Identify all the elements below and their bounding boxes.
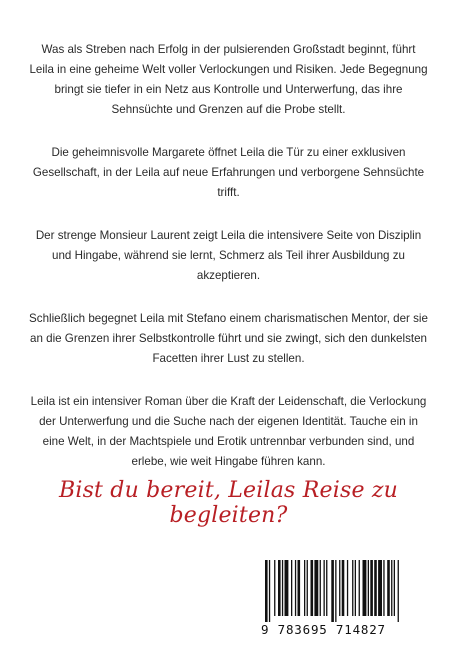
barcode-bar — [391, 560, 392, 616]
barcode-bar — [363, 560, 367, 616]
barcode-bar — [339, 560, 340, 616]
barcode-bar — [347, 560, 348, 616]
barcode-bar — [370, 560, 373, 616]
barcode-bar — [387, 560, 390, 616]
barcode-bar — [324, 560, 325, 616]
blurb-paragraph-4: Schließlich begegnet Leila mit Stefano einem charismatischen Mentor, der sie an die Grenzen ihrer Selbstkontrolle führt und sie zwingt, sich den dunkelsten Facetten ihrer Lust zu stellen. — [29, 312, 428, 365]
barcode-bar — [374, 560, 377, 616]
barcode-bar — [278, 560, 281, 616]
barcode-bar — [311, 560, 314, 616]
barcode-bar — [394, 560, 395, 616]
barcode-bar — [331, 560, 334, 622]
barcode-bar — [398, 560, 399, 622]
tagline: Bist du bereit, Leilas Reise zu begleiten? — [58, 478, 399, 528]
barcode-bar — [326, 560, 327, 616]
blurb-paragraph-1: Was als Streben nach Erfolg in der pulsierenden Großstadt beginnt, führt Leila in eine geheime Welt voller Verlockungen und Risiken. Jede Begegnung bringt sie tiefer in ein Netz aus Kontrolle und Unterwerfung, das ihre Sehnsüchte und Grenzen auf die Probe stellt. — [29, 43, 428, 116]
barcode-bar — [352, 560, 353, 616]
barcode-bar — [291, 560, 292, 616]
barcode-bar — [307, 560, 308, 616]
isbn-barcode — [251, 548, 457, 648]
barcode-bar — [265, 560, 268, 622]
barcode-bar — [282, 560, 283, 616]
barcode-bar — [295, 560, 296, 616]
isbn-number: 9 783695 714827 — [261, 622, 386, 637]
barcode-bar — [304, 560, 305, 616]
barcode-bar — [298, 560, 301, 616]
barcode-bar — [355, 560, 356, 616]
barcode-bar — [274, 560, 275, 616]
barcode-bar — [368, 560, 369, 616]
barcode-bar — [320, 560, 321, 616]
barcode-bar — [314, 560, 318, 616]
barcode-bars — [261, 560, 449, 622]
barcode-bar — [342, 560, 345, 616]
barcode-bar — [335, 560, 336, 622]
blurb-paragraph-2: Die geheimnisvolle Margarete öffnet Leila die Tür zu einer exklusiven Gesellschaft, in der Leila auf neue Erfahrungen und verborgene Sehnsüchte trifft. — [32, 146, 425, 199]
barcode-bar — [383, 560, 384, 616]
barcode-bar — [269, 560, 270, 622]
barcode-bar — [359, 560, 360, 616]
barcode-bar — [285, 560, 289, 616]
blurb-text — [28, 40, 429, 495]
barcode-bar — [378, 560, 382, 616]
blurb-paragraph-3: Der strenge Monsieur Laurent zeigt Leila die intensivere Seite von Disziplin und Hingabe, während sie lernt, Schmerz als Teil ihrer Ausbildung zu akzeptieren. — [35, 229, 422, 282]
blurb-paragraph-5: Leila ist ein intensiver Roman über die Kraft der Leidenschaft, die Verlockung der Unterwerfung und die Suche nach der eigenen Identität. Tauche ein in eine Welt, in der Machtspiele und Erotik untrennbar verbunden sind, und erlebe, wie weit Hingabe führen kann. — [30, 395, 427, 468]
